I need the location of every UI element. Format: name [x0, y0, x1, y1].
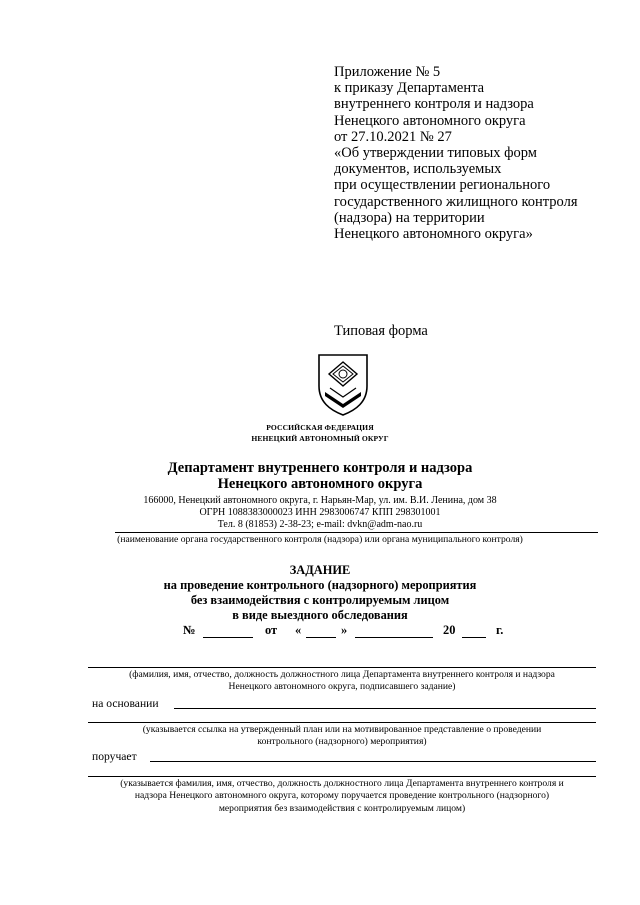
official-caption-line2: Ненецкого автономного округа, подписавшего задание) — [228, 681, 456, 693]
assignee-field[interactable] — [150, 761, 596, 762]
appendix-line: от 27.10.2021 № 27 — [334, 128, 452, 145]
year-prefix: 20 — [443, 623, 456, 637]
number-sign: № — [183, 623, 196, 637]
country-label: РОССИЙСКАЯ ФЕДЕРАЦИЯ — [266, 423, 374, 432]
appendix-line: к приказу Департамента — [334, 80, 485, 97]
task-title: ЗАДАНИЕ — [289, 563, 351, 577]
appendix-line: «Об утверждении типовых форм — [334, 145, 537, 162]
organ-caption: (наименование органа государственного контроля (надзора) или органа муниципального контроля) — [117, 534, 523, 545]
appendix-line: Ненецкого автономного округа» — [334, 226, 533, 243]
department-title-line2: Ненецкого автономного округа — [217, 476, 423, 492]
assignee-caption — [88, 778, 596, 815]
task-line1: на проведение контрольного (надзорного) мероприятия — [163, 578, 477, 592]
form-type-label: Типовая форма — [334, 323, 428, 339]
month-field[interactable] — [355, 637, 433, 638]
from-label: от — [265, 623, 278, 637]
official-field[interactable] — [88, 667, 596, 668]
contacts-line: Тел. 8 (81853) 2-38-23; e-mail: dvkn@adm-nao.ru — [217, 519, 423, 530]
quote-open: « — [295, 623, 302, 637]
assignee-field-line2[interactable] — [88, 776, 596, 777]
coat-of-arms-icon — [316, 352, 370, 418]
number-field[interactable] — [203, 637, 253, 638]
basis-caption-line1: (указывается ссылка на утвержденный план или на мотивированное представление о проведении — [142, 724, 542, 735]
appendix-line: при осуществлении регионального — [334, 177, 551, 194]
task-line2: без взаимодействия с контролируемым лицом — [190, 593, 450, 607]
appendix-line: документов, используемых — [334, 161, 502, 178]
basis-caption-line2: контрольного (надзорного) мероприятия) — [257, 736, 427, 748]
assignee-caption-line3: мероприятия без взаимодействия с контролируемым лицом) — [218, 802, 466, 814]
department-title-line1: Департамент внутреннего контроля и надзора — [167, 460, 473, 476]
assigns-label: поручает — [92, 750, 137, 763]
year-suffix: г. — [496, 623, 504, 637]
task-line3: в виде выездного обследования — [232, 608, 408, 622]
quote-close: » — [341, 623, 348, 637]
appendix-block — [334, 64, 634, 242]
ogrn-line: ОГРН 1088383000023 ИНН 2983006747 КПП 298301001 — [199, 507, 441, 518]
year-field[interactable] — [462, 637, 486, 638]
region-label: НЕНЕЦКИЙ АВТОНОМНЫЙ ОКРУГ — [251, 434, 389, 443]
basis-field[interactable] — [174, 708, 596, 709]
official-caption-line1: (фамилия, имя, отчество, должность должностного лица Департамента внутреннего контроля и надзора — [129, 669, 555, 680]
assignee-caption-line1: (указывается фамилия, имя, отчество, должность должностного лица Департамента внутреннего контроля и — [120, 778, 564, 789]
official-caption — [88, 669, 596, 694]
basis-field-line2[interactable] — [88, 722, 596, 723]
address-line: 166000, Ненецкий автономного округа, г. Нарьян-Мар, ул. им. В.И. Ленина, дом 38 — [143, 495, 497, 506]
header-divider — [115, 532, 598, 533]
appendix-line: Ненецкого автономного округа — [334, 112, 526, 129]
basis-caption — [88, 724, 596, 749]
appendix-line: Приложение № 5 — [334, 64, 441, 80]
assignee-caption-line2: надзора Ненецкого автономного округа, которому поручается проведение контрольного (надзорного) — [134, 790, 550, 802]
basis-label: на основании — [92, 697, 159, 710]
appendix-line: внутреннего контроля и надзора — [334, 96, 534, 113]
appendix-line: (надзора) на территории — [334, 209, 485, 226]
appendix-line: государственного жилищного контроля — [334, 193, 578, 210]
day-field[interactable] — [306, 637, 336, 638]
